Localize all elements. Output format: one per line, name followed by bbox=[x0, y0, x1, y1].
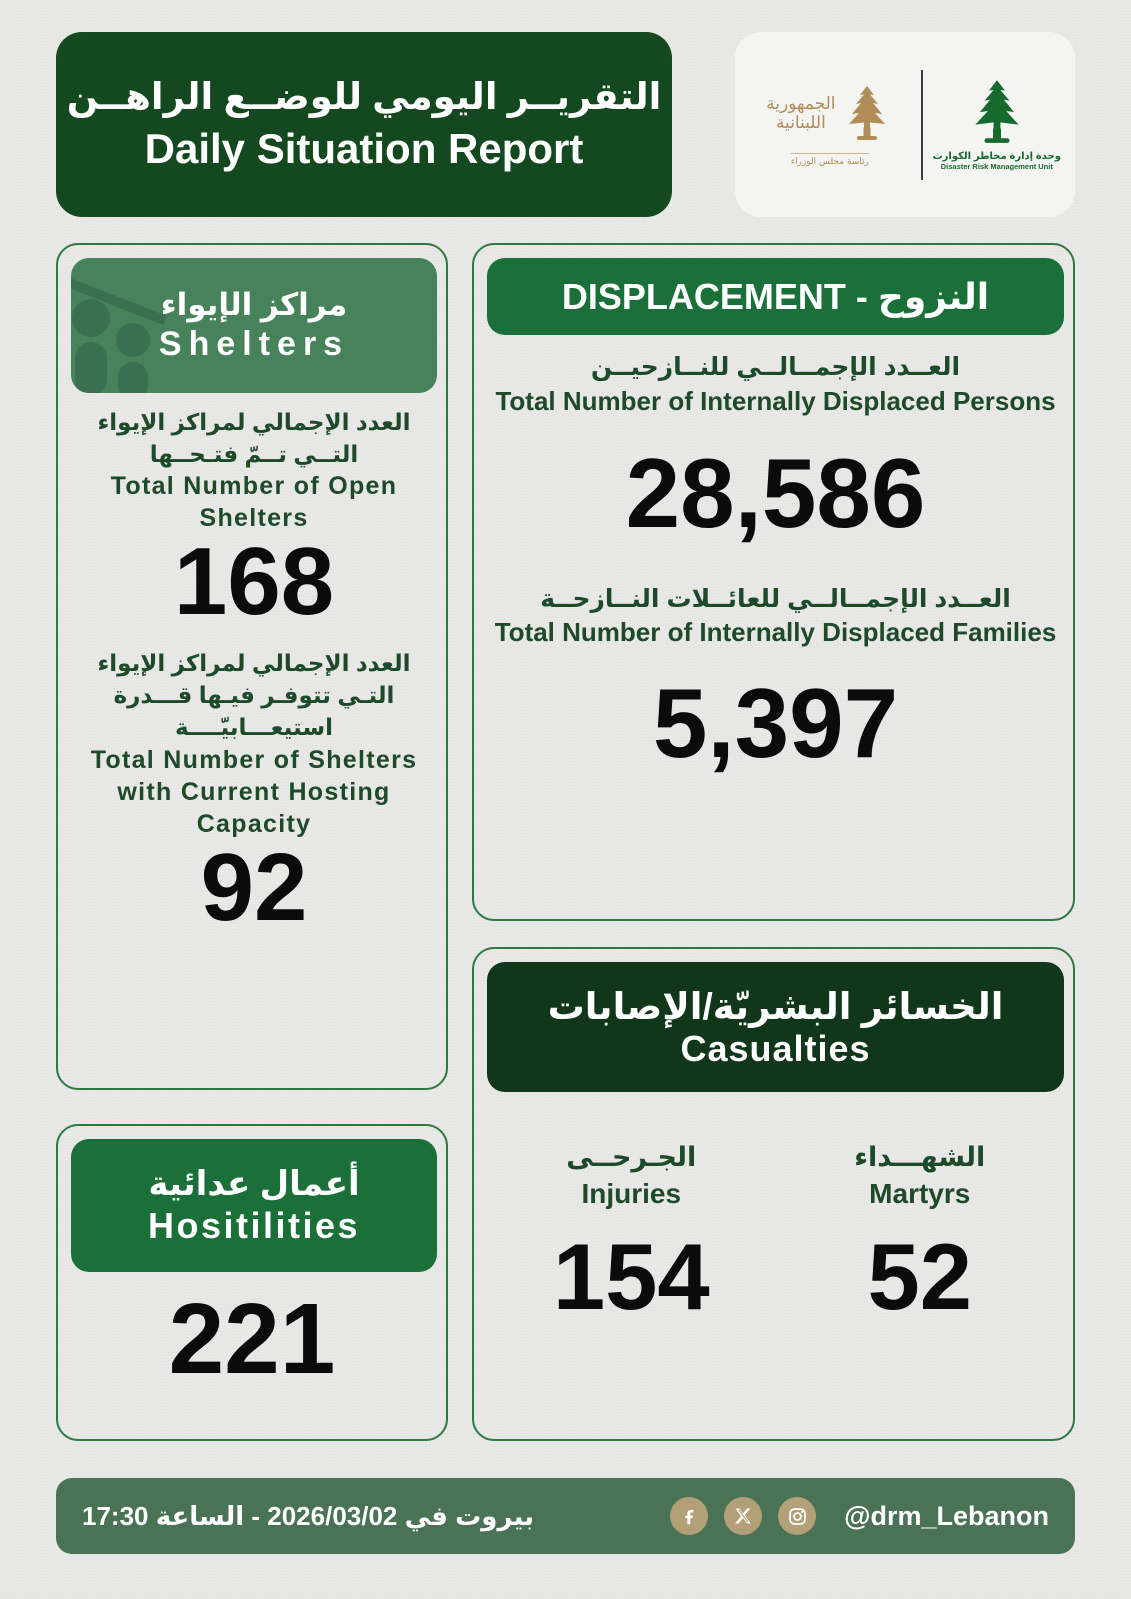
hostilities-card bbox=[56, 1124, 448, 1441]
open-shelters-value: 168 bbox=[173, 528, 335, 636]
report-title-arabic: التقريــر اليومي للوضــع الراهــن bbox=[66, 76, 662, 118]
shelters-card-header bbox=[71, 258, 437, 393]
footer-social-block bbox=[670, 1497, 1049, 1535]
drm-unit-arabic: وحدة إدارة مخاطر الكوارث bbox=[932, 151, 1061, 162]
casualties-card bbox=[472, 947, 1075, 1441]
displacement-card-header bbox=[487, 258, 1064, 335]
hosting-capacity-value: 92 bbox=[200, 833, 308, 941]
shelters-card bbox=[56, 243, 448, 1090]
martyrs-label-arabic: الشهـــداء bbox=[854, 1142, 986, 1172]
injuries-label-english: Injuries bbox=[581, 1178, 682, 1210]
casualties-header-english: Casualties bbox=[680, 1027, 871, 1069]
shelters-card-body bbox=[74, 407, 434, 941]
drm-unit-english: Disaster Risk Management Unit bbox=[940, 162, 1053, 171]
martyrs-column bbox=[795, 1139, 1045, 1330]
footer-datetime: بيروت في 2026/03/02 - الساعة 17:30 bbox=[82, 1500, 535, 1531]
martyrs-value: 52 bbox=[867, 1224, 973, 1330]
idp-persons-label-arabic: العــدد الإجمــالــي للنــازحيــن bbox=[590, 353, 961, 381]
open-shelters-label-arabic: العدد الإجمالي لمراكز الإيواء التــي تــمّ فتـحــها bbox=[97, 409, 411, 467]
injuries-value: 154 bbox=[552, 1224, 710, 1330]
lebanese-republic-line2: اللبنانية bbox=[775, 113, 826, 133]
lebanese-republic-logo-row bbox=[766, 83, 893, 146]
displacement-header-title: النزوح - DISPLACEMENT bbox=[561, 275, 990, 317]
hostilities-card-header bbox=[71, 1139, 437, 1272]
lebanese-republic-script bbox=[766, 95, 835, 133]
report-title-english: Daily Situation Report bbox=[144, 125, 584, 173]
injuries-label-arabic: الجـرحــى bbox=[566, 1142, 697, 1172]
instagram-icon[interactable] bbox=[778, 1497, 816, 1535]
hosting-capacity-label-arabic: العدد الإجمالي لمراكز الإيواء التـي تتوفـر فيـها قـــدرة استيعـــابيّــــة bbox=[97, 650, 411, 740]
logo-block bbox=[735, 32, 1075, 217]
green-cedar-icon bbox=[966, 78, 1028, 149]
hostilities-header-english: Hositilities bbox=[147, 1205, 361, 1246]
gold-cedar-icon bbox=[840, 83, 894, 146]
footer-handle[interactable]: @drm_Lebanon bbox=[844, 1500, 1049, 1531]
displacement-card bbox=[472, 243, 1075, 921]
hostilities-value: 221 bbox=[168, 1283, 336, 1395]
drm-unit-logo bbox=[933, 78, 1061, 171]
idp-persons-value: 28,586 bbox=[625, 437, 926, 548]
martyrs-label-english: Martyrs bbox=[869, 1178, 971, 1210]
lebanese-republic-subtitle: رئاسة مجلس الوزراء bbox=[791, 153, 869, 167]
casualties-card-header bbox=[487, 962, 1064, 1092]
lebanese-republic-line1: الجمهورية bbox=[766, 93, 836, 114]
casualties-card-body bbox=[487, 1139, 1064, 1330]
report-header bbox=[56, 32, 1075, 217]
displacement-card-body bbox=[488, 350, 1063, 778]
report-title-block bbox=[56, 32, 672, 217]
lebanese-republic-logo bbox=[749, 83, 911, 167]
idp-families-label-english: Total Number of Internally Displaced Families bbox=[494, 617, 1057, 648]
hosting-capacity-label-english: Total Number of Shelters with Current Hosting Capacity bbox=[90, 745, 418, 838]
idp-families-label-arabic: العــدد الإجمــالــي للعائــلات النــازحــة bbox=[540, 584, 1011, 613]
x-twitter-icon[interactable] bbox=[724, 1497, 762, 1535]
idp-persons-label-english: Total Number of Internally Displaced Persons bbox=[495, 385, 1056, 416]
report-footer bbox=[56, 1478, 1075, 1554]
open-shelters-label-english: Total Number of Open Shelters bbox=[110, 472, 398, 533]
shelters-header-arabic: مراكز الإيواء bbox=[160, 287, 348, 322]
idp-families-value: 5,397 bbox=[652, 667, 899, 778]
shelters-header-english: Shelters bbox=[158, 325, 350, 363]
injuries-column bbox=[506, 1139, 756, 1330]
casualties-header-arabic: الخسائر البشريّة/الإصابات bbox=[547, 985, 1004, 1027]
facebook-icon[interactable] bbox=[670, 1497, 708, 1535]
hostilities-header-arabic: أعمال عدائية bbox=[148, 1165, 360, 1203]
logo-divider bbox=[921, 70, 923, 180]
